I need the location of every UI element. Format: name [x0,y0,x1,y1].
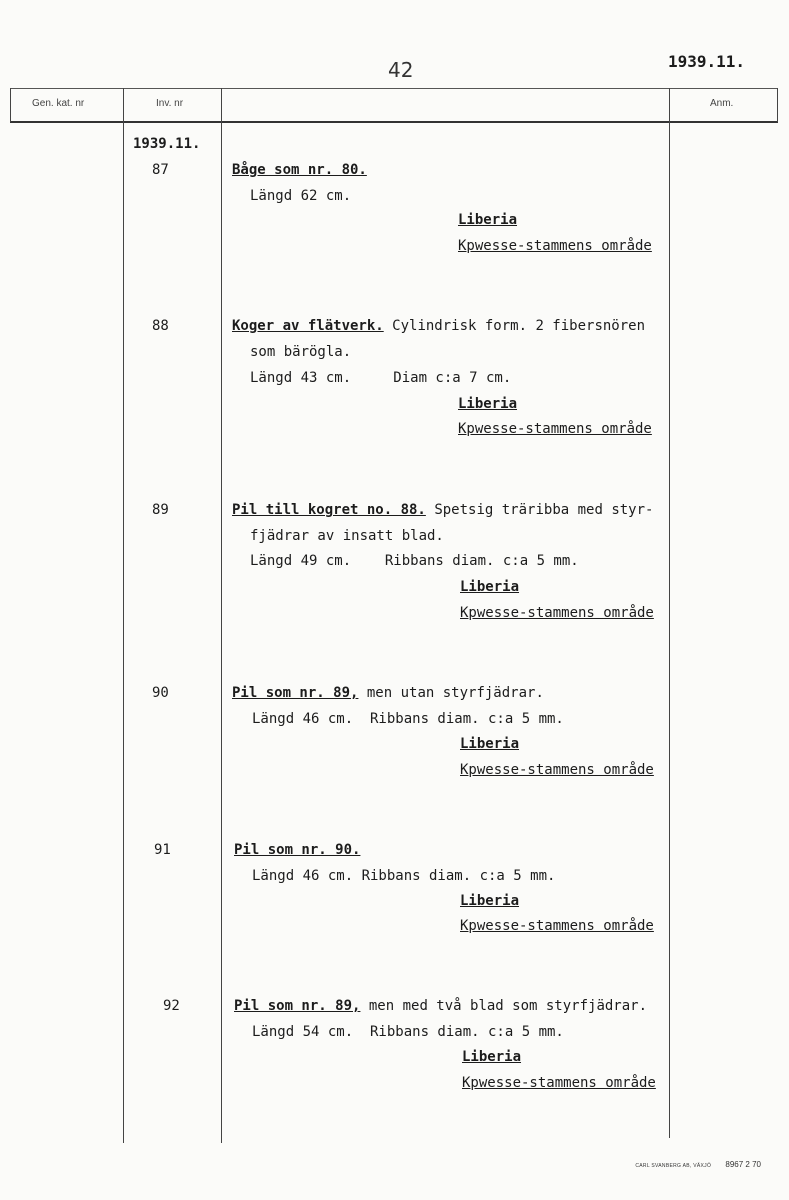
column-header-gen-kat: Gen. kat. nr [32,98,85,109]
entry-desc: Cylindrisk form. 2 fibersnören [392,318,646,334]
entry-title-line [234,998,647,1014]
entry-area: Kpwesse-stammens område [458,421,652,437]
entry-title-line [232,502,653,518]
inv-number: 89 [152,502,169,518]
entry-measure: Längd 46 cm. Ribbans diam. c:a 5 mm. [252,868,556,884]
inv-number: 90 [152,685,169,701]
entry-region: Liberia [460,893,520,909]
entry-title-line [234,842,360,858]
entry-region: Liberia [458,396,518,412]
column-rule-5 [777,88,778,122]
entry-area: Kpwesse-stammens område [458,238,652,254]
entry-measure: Längd 54 cm. Ribbans diam. c:a 5 mm. [252,1024,564,1040]
inv-number: 92 [163,998,180,1014]
year-block: 1939.11. [133,136,201,152]
entry-title: Pil som nr. 90. [234,842,361,858]
year-header: 1939.11. [668,52,746,71]
entry-title: Koger av flätverk. [232,318,384,334]
entry-desc: men utan styrfjädrar. [366,685,544,701]
entry-area: Kpwesse-stammens område [460,605,654,621]
column-rule-3 [221,88,222,1143]
entry-region: Liberia [460,579,520,595]
entry-area: Kpwesse-stammens område [462,1075,656,1091]
entry-region: Liberia [460,736,520,752]
entry-area: Kpwesse-stammens område [460,918,654,934]
header-bottom-rule [10,121,778,123]
entry-desc2: fjädrar av insatt blad. [250,528,444,544]
entry-title: Båge som nr. 80. [232,162,367,178]
entry-title: Pil till kogret no. 88. [232,502,426,518]
entry-title-line [232,685,544,701]
entry-measure: Längd 49 cm. Ribbans diam. c:a 5 mm. [250,553,579,569]
entry-measure: Längd 43 cm. Diam c:a 7 cm. [250,370,512,386]
column-rule-4 [669,88,670,1138]
entry-region: Liberia [458,212,518,228]
column-rule-1 [10,88,11,122]
column-header-inv: Inv. nr [156,98,184,109]
entry-region: Liberia [462,1049,522,1065]
inv-number: 87 [152,162,169,178]
entry-title-line [232,162,367,178]
entry-desc2: som bärögla. [250,344,352,360]
header-top-rule [10,88,778,89]
entry-title: Pil som nr. 89, [232,685,359,701]
entry-measure: Längd 62 cm. [250,188,352,204]
entry-title-line [232,318,645,334]
column-header-anm: Anm. [710,98,734,109]
page-number: 42 [388,58,414,82]
entry-desc: men med två blad som styrfjädrar. [368,998,648,1014]
inv-number: 91 [154,842,171,858]
inv-number: 88 [152,318,169,334]
entry-title: Pil som nr. 89, [234,998,361,1014]
entry-area: Kpwesse-stammens område [460,762,654,778]
entry-measure: Längd 46 cm. Ribbans diam. c:a 5 mm. [252,711,564,727]
column-rule-2 [123,88,124,1143]
footer [635,1160,761,1169]
footer-code: 8967 2 70 [725,1160,761,1169]
footer-printer: CARL SVANBERG AB, VÄXJÖ [635,1163,712,1169]
entry-desc: Spetsig träribba med styr- [434,502,654,518]
